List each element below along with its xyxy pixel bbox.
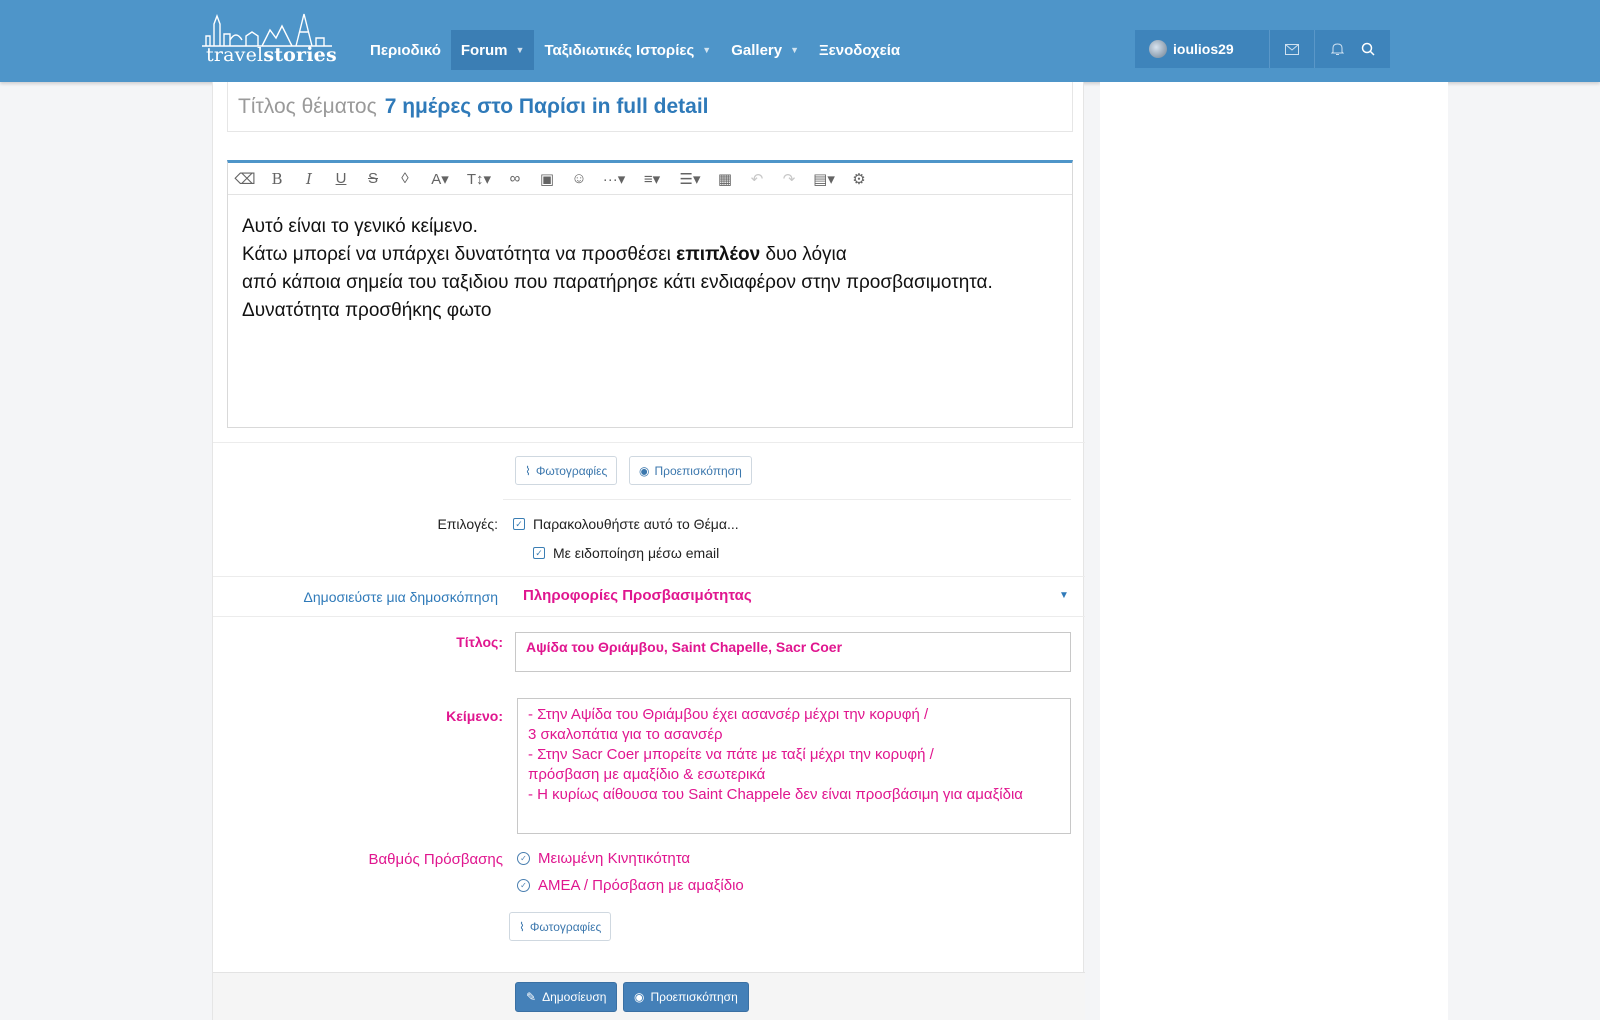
access-text-line: - Στην Sacr Coer μπορείτε να πάτε με ταξί μέχρι την κορυφή / xyxy=(528,746,934,763)
logo-prefix: travel xyxy=(206,44,264,66)
grade-option-label: Μειωμένη Κινητικότητα xyxy=(538,850,691,867)
editor-line: Δυνατότητα προσθήκης φωτο xyxy=(242,300,492,321)
username: ioulios29 xyxy=(1173,41,1234,57)
publish-button[interactable] xyxy=(515,982,617,1012)
button-label: Προεπισκόπηση xyxy=(654,463,742,478)
access-text-area[interactable] xyxy=(517,698,1071,834)
attach-photos-button[interactable] xyxy=(515,456,617,485)
access-title-label: Τίτλος: xyxy=(456,634,503,650)
redo-icon[interactable]: ↷ xyxy=(782,170,796,188)
inbox-button[interactable] xyxy=(1269,30,1314,68)
access-text-label: Κείμενο: xyxy=(446,708,503,724)
logo-text[interactable] xyxy=(206,44,337,66)
edit-icon: ✎ xyxy=(526,990,537,1004)
more-options-icon[interactable]: ···▾ xyxy=(602,170,626,188)
divider xyxy=(213,442,1085,443)
form-submit-row xyxy=(213,972,1085,1020)
watch-thread-checkbox[interactable] xyxy=(513,516,739,532)
access-grade-label: Βαθμός Πρόσβασης xyxy=(368,851,503,868)
search-icon xyxy=(1361,42,1375,56)
grade-option-wheelchair[interactable] xyxy=(517,877,744,894)
grade-option-reduced-mobility[interactable] xyxy=(517,850,690,867)
access-text-line: πρόσβαση με αμαξίδιο & εσωτερικά xyxy=(528,766,766,783)
user-menu[interactable] xyxy=(1135,30,1269,68)
chevron-down-icon[interactable]: ▼ xyxy=(702,45,712,55)
nav-label: Gallery xyxy=(731,41,783,59)
nav-label: Ξενοδοχεία xyxy=(819,41,901,59)
underline-icon[interactable]: U xyxy=(335,170,347,187)
access-title-value: Αψίδα του Θριάμβου, Saint Chapelle, Sacr Coer xyxy=(526,639,843,655)
chevron-down-icon[interactable]: ▼ xyxy=(790,45,800,55)
nav-item-hotels[interactable] xyxy=(809,30,910,70)
nav-item-gallery[interactable] xyxy=(721,30,809,70)
editor-line: Αυτό είναι το γενικό κείμενο. xyxy=(242,216,478,237)
rich-text-editor xyxy=(227,160,1073,428)
gear-icon[interactable]: ⚙ xyxy=(852,170,866,188)
strikethrough-icon[interactable]: S xyxy=(367,170,378,187)
accessibility-section-toggle[interactable]: Πληροφορίες Προσβασιμότητας xyxy=(523,587,752,604)
sidebar xyxy=(1100,82,1448,1020)
link-icon[interactable]: ∞ xyxy=(509,170,521,187)
thread-title-label: Τίτλος θέματος xyxy=(238,94,377,118)
font-family-icon[interactable]: A▾ xyxy=(431,170,449,188)
access-text-line: - Στην Αψίδα του Θριάμβου έχει ασανσέρ μέχρι την κορυφή / xyxy=(528,706,929,723)
nav-label: Forum xyxy=(460,41,508,59)
footer-preview-button[interactable] xyxy=(623,982,749,1012)
eye-icon: ◉ xyxy=(639,463,650,478)
checkbox-checked-icon[interactable]: ✓ xyxy=(513,518,525,530)
access-attach-photos-button[interactable] xyxy=(509,912,611,941)
smiley-icon[interactable]: ☺ xyxy=(571,170,587,187)
grade-option-label: ΑΜΕΑ / Πρόσβαση με αμαξίδιο xyxy=(538,877,744,894)
bold-icon[interactable]: B xyxy=(271,169,283,188)
divider xyxy=(213,576,1085,577)
top-navbar xyxy=(0,0,1600,82)
main-nav xyxy=(360,30,910,70)
thread-title-field[interactable] xyxy=(227,82,1073,132)
list-icon[interactable]: ☰▾ xyxy=(679,170,701,188)
nav-item-forum[interactable] xyxy=(451,30,535,70)
checkbox-checked-icon[interactable]: ✓ xyxy=(533,547,545,559)
nav-label: Ταξιδιωτικές Ιστορίες xyxy=(544,41,695,59)
avatar xyxy=(1149,40,1167,58)
italic-icon[interactable]: I xyxy=(306,169,312,188)
logo-suffix: stories xyxy=(263,44,337,66)
editor-content[interactable] xyxy=(228,195,1072,343)
post-poll-link[interactable]: Δημοσιεύστε μια δημοσκόπηση xyxy=(303,589,498,605)
eye-icon: ◉ xyxy=(634,990,645,1004)
access-text-line: 3 σκαλοπάτια για το ασανσέρ xyxy=(528,726,723,743)
editor-text: Κάτω μπορεί να υπάρχει δυνατότητα να προσθέσει xyxy=(242,244,677,265)
checkbox-label: Παρακολουθήστε αυτό το Θέμα... xyxy=(533,516,739,532)
thread-title-value[interactable]: 7 ημέρες στο Παρίσι in full detail xyxy=(384,94,709,118)
access-text-line: - Η κυρίως αίθουσα του Saint Chappele δεν είναι προσβάσιμη για αμαξίδια xyxy=(528,786,1023,803)
button-label: Φωτογραφίες xyxy=(535,463,608,478)
chevron-down-icon[interactable]: ▼ xyxy=(515,45,525,55)
font-size-icon[interactable]: T↕▾ xyxy=(466,170,492,188)
search-button[interactable] xyxy=(1345,30,1390,68)
post-form xyxy=(212,82,1084,1020)
check-circle-icon[interactable]: ✓ xyxy=(517,879,530,892)
button-label: Δημοσίευση xyxy=(542,990,607,1004)
options-label: Επιλογές: xyxy=(437,516,498,532)
editor-line: από κάποια σημεία του ταξιδιου που παρατήρησε κάτι ενδιαφέρον στην προσβασιμοτητα. xyxy=(242,272,993,293)
color-drop-icon[interactable]: ◊ xyxy=(401,170,409,187)
editor-bold-text: επιπλέον xyxy=(676,244,761,265)
editor-text: δυο λόγια xyxy=(760,244,847,265)
divider xyxy=(213,616,1085,617)
image-icon[interactable]: ▣ xyxy=(539,170,555,188)
button-label: Φωτογραφίες xyxy=(529,919,602,934)
envelope-icon xyxy=(1285,44,1299,55)
drafts-icon[interactable]: ▤▾ xyxy=(813,170,835,188)
undo-icon[interactable]: ↶ xyxy=(750,170,764,188)
bell-icon xyxy=(1331,42,1344,56)
table-icon[interactable]: ▦ xyxy=(717,170,733,188)
nav-label: Περιοδικό xyxy=(370,41,441,59)
email-notify-checkbox[interactable] xyxy=(533,545,719,561)
divider xyxy=(503,499,1071,500)
preview-button[interactable] xyxy=(629,456,752,485)
nav-item-magazine[interactable] xyxy=(360,30,451,70)
checkbox-label: Με ειδοποίηση μέσω email xyxy=(553,545,720,561)
access-title-input[interactable] xyxy=(515,632,1071,672)
eraser-icon[interactable]: ⌫ xyxy=(234,170,256,188)
paperclip-icon: ⌇ xyxy=(525,463,531,478)
button-label: Προεπισκόπηση xyxy=(650,990,738,1004)
nav-item-travel-stories[interactable] xyxy=(534,30,721,70)
caret-down-icon[interactable]: ▼ xyxy=(1059,590,1069,601)
check-circle-icon[interactable]: ✓ xyxy=(517,852,530,865)
align-icon[interactable]: ≡▾ xyxy=(643,170,661,188)
paperclip-icon: ⌇ xyxy=(519,919,525,934)
editor-toolbar xyxy=(228,163,1072,195)
editor-line xyxy=(242,241,1058,269)
